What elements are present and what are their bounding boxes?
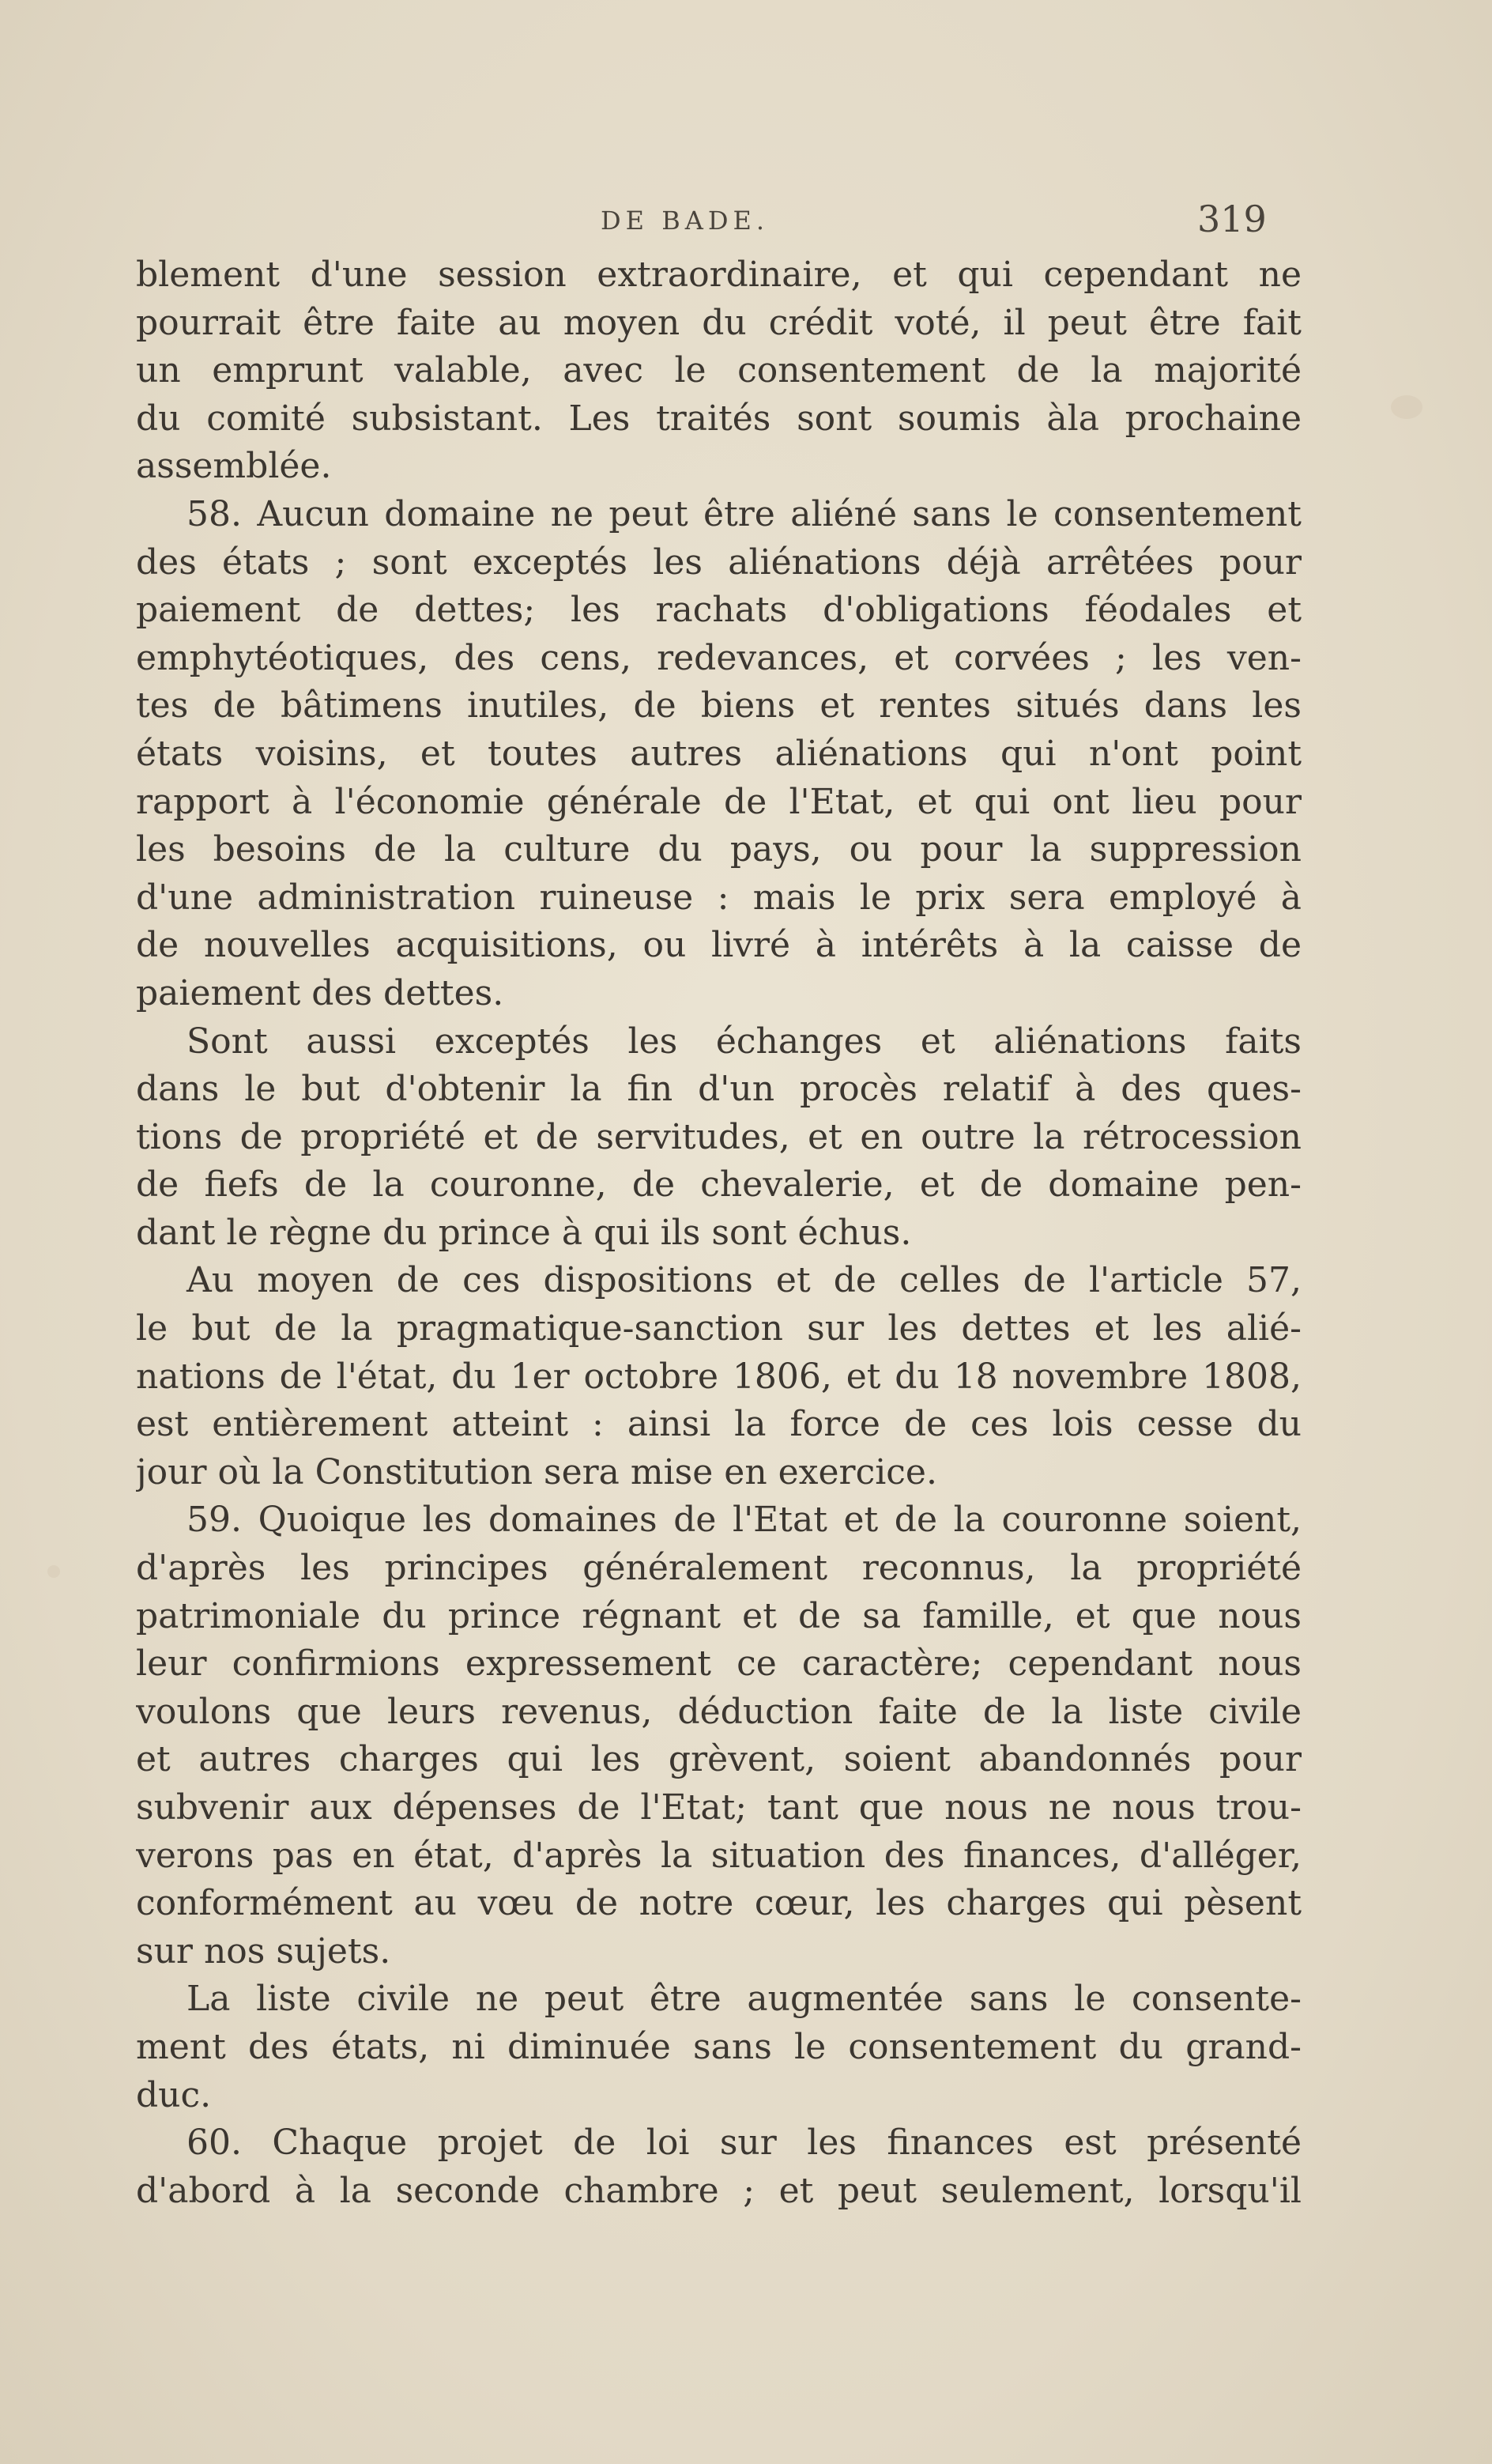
text-line: de fiefs de la couronne, de chevalerie, et de domaine pen- (136, 1164, 1302, 1206)
text-line: les besoins de la culture du pays, ou pour la suppression (136, 829, 1302, 870)
text-line: d'une administration ruineuse : mais le prix sera employé à (136, 877, 1302, 918)
text-line: conformément au vœu de notre cœur, les charges qui pèsent (136, 1883, 1302, 1924)
text-line: patrimoniale du prince régnant et de sa famille, et que nous (136, 1595, 1302, 1636)
text-line: assemblée. (136, 446, 332, 487)
text-line: paiement des dettes. (136, 972, 504, 1013)
text-line: sur nos sujets. (136, 1930, 391, 1972)
text-line: du comité subsistant. Les traités sont soumis àla prochaine (136, 398, 1302, 439)
text-line: jour où la Constitution sera mise en exercice. (136, 1451, 937, 1492)
text-line: un emprunt valable, avec le consentement de la majorité (136, 350, 1302, 391)
text-line: tes de bâtimens inutiles, de biens et rentes situés dans les (136, 685, 1302, 726)
text-line: dans le but d'obtenir la fin d'un procès relatif à des ques- (136, 1069, 1302, 1110)
paper-stain (47, 1565, 60, 1578)
text-line: de nouvelles acquisitions, ou livré à intérêts à la caisse de (136, 925, 1302, 966)
text-line: Sont aussi exceptés les échanges et aliénations faits (186, 1021, 1302, 1062)
text-line: duc. (136, 2074, 212, 2115)
text-line: rapport à l'économie générale de l'Etat, et qui ont lieu pour (136, 781, 1302, 822)
text-line: le but de la pragmatique-sanction sur les dettes et les alié- (136, 1308, 1302, 1349)
text-line: dant le règne du prince à qui ils sont échus. (136, 1212, 912, 1253)
text-line: d'abord à la seconde chambre ; et peut seulement, lorsqu'il (136, 2170, 1302, 2211)
text-line: 58. Aucun domaine ne peut être aliéné sans le consentement (186, 493, 1302, 534)
text-line: verons pas en état, d'après la situation des finances, d'alléger, (136, 1835, 1302, 1876)
text-line: est entièrement atteint : ainsi la force de ces lois cesse du (136, 1404, 1302, 1445)
page-number: 319 (1197, 198, 1267, 240)
running-head (0, 198, 1492, 245)
text-line: pourrait être faite au moyen du crédit voté, il peut être fait (136, 302, 1302, 343)
text-line: voulons que leurs revenus, déduction faite de la liste civile (136, 1691, 1302, 1732)
text-line: emphytéotiques, des cens, redevances, et corvées ; les ven- (136, 637, 1302, 678)
text-line: blement d'une session extraordinaire, et qui cependant ne (136, 255, 1302, 295)
text-line: 59. Quoique les domaines de l'Etat et de la couronne soient, (186, 1500, 1302, 1541)
text-line: tions de propriété et de servitudes, et en outre la rétrocession (136, 1116, 1302, 1157)
text-line: leur confirmions expressement ce caractère; cependant nous (136, 1643, 1302, 1685)
paper-stain (1391, 395, 1422, 419)
text-line: paiement de dettes; les rachats d'obligations féodales et (136, 590, 1302, 631)
text-line: subvenir aux dépenses de l'Etat; tant que nous ne nous trou- (136, 1787, 1302, 1828)
text-line: 60. Chaque projet de loi sur les finances est présenté (186, 2123, 1302, 2164)
text-line: états voisins, et toutes autres aliénations qui n'ont point (136, 733, 1302, 774)
text-line: et autres charges qui les grèvent, soient abandonnés pour (136, 1739, 1302, 1780)
text-line: des états ; sont exceptés les aliénations déjà arrêtées pour (136, 541, 1302, 583)
running-title: DE BADE. (601, 206, 769, 236)
text-line: d'après les principes généralement reconnus, la propriété (136, 1548, 1302, 1589)
text-line: nations de l'état, du 1er octobre 1806, et du 18 novembre 1808, (136, 1356, 1302, 1397)
text-line: Au moyen de ces dispositions et de celles de l'article 57, (186, 1260, 1302, 1301)
text-line: La liste civile ne peut être augmentée sans le consente- (186, 1979, 1302, 2020)
body-text (136, 251, 1302, 2215)
text-line: ment des états, ni diminuée sans le consentement du grand- (136, 2026, 1302, 2067)
